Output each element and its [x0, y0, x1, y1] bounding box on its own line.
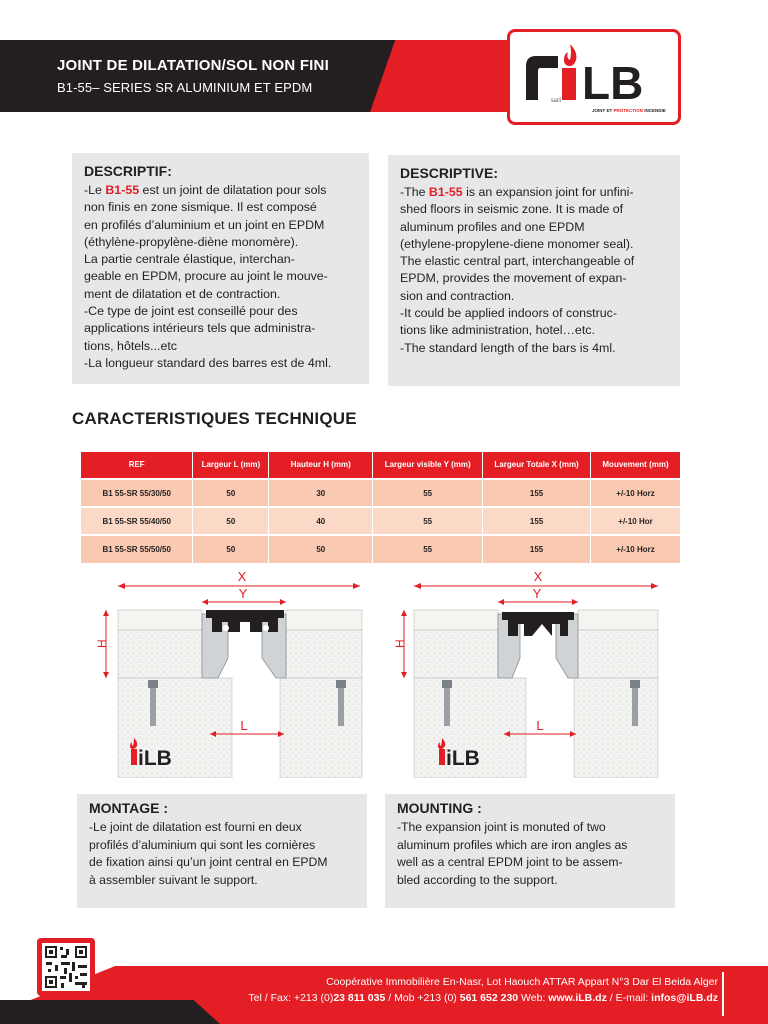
description-en	[388, 155, 680, 386]
description-en-heading: DESCRIPTIVE:	[400, 165, 499, 181]
dimension-x-label: X	[237, 569, 247, 584]
spec-table	[81, 452, 681, 563]
description-fr-line: geable en EPDM, procure au joint le mouve-	[84, 269, 328, 284]
montage-en	[385, 794, 675, 908]
montage-en-line: aluminum profiles which are iron angles as	[397, 837, 628, 852]
logo-text: LB	[582, 57, 644, 104]
description-fr-line: -La longueur standard des barres est de 4ml.	[84, 355, 332, 370]
table-cell: 155	[483, 507, 591, 535]
montage-fr	[77, 794, 367, 908]
dimension-h-label: H	[393, 639, 407, 648]
description-en-line: -The standard length of the bars is 4ml.	[400, 340, 616, 355]
section-title: CARACTERISTIQUES TECHNIQUE	[72, 409, 357, 428]
table-cell: 155	[483, 535, 591, 563]
description-en-line: aluminum profiles and one EPDM	[400, 219, 585, 234]
table-header: REF	[81, 452, 193, 479]
table-header: Largeur visible Y (mm)	[373, 452, 483, 479]
ilb-logo-mark	[520, 38, 672, 104]
dimension-h-label: H	[95, 639, 109, 648]
footer-web-link[interactable]: www.iLB.dz	[548, 992, 607, 1004]
description-en-line: EPDM, provides the movement of expan-	[400, 271, 627, 286]
logo-tagline: JOINT ET PROTECTION INCENDIE	[592, 108, 666, 113]
joint-diagram-right	[390, 568, 680, 778]
description-fr-line: applications intérieurs tels que administra-	[84, 321, 316, 336]
footer-tel: 23 811 035	[333, 992, 386, 1004]
montage-fr-line: profilés d’aluminium qui sont les cornières	[89, 837, 316, 852]
table-cell: +/-10 Horz	[591, 535, 681, 563]
table-header: Hauteur H (mm)	[269, 452, 373, 479]
footer-dark-accent	[0, 1000, 220, 1024]
table-header: Mouvement (mm)	[591, 452, 681, 479]
montage-fr-heading: MONTAGE :	[89, 800, 169, 816]
table-cell: 50	[193, 535, 269, 563]
description-fr-line: ment de dilatation et de contraction.	[84, 286, 281, 301]
table-cell: B1 55-SR 55/30/50	[81, 479, 193, 507]
description-fr-line: La partie centrale élastique, interchan-	[84, 252, 295, 267]
page-subtitle: B1-55– SERIES SR ALUMINIUM ET EPDM	[57, 80, 313, 95]
diagram-brand: iLB	[446, 747, 480, 770]
table-cell: 50	[269, 535, 373, 563]
description-fr-line: (éthylène-propylène-diène monomère).	[84, 234, 299, 249]
table-cell: 50	[193, 507, 269, 535]
logo-sarl: sarl	[551, 96, 562, 104]
footer-mob: 561 652 230	[459, 992, 519, 1004]
footer-divider	[722, 972, 724, 1016]
montage-en-line: bled according to the support.	[397, 872, 558, 887]
table-row	[81, 507, 681, 535]
montage-en-line: -The expansion joint is monuted of two	[397, 820, 606, 834]
table-cell: 30	[269, 479, 373, 507]
table-cell: 50	[193, 479, 269, 507]
dimension-x-label: X	[533, 569, 543, 584]
joint-diagram-left	[78, 568, 370, 778]
description-en-line: The elastic central part, interchangeable of	[400, 254, 635, 269]
table-cell: 40	[269, 507, 373, 535]
description-fr-line: -Ce type de joint est conseillé pour des	[84, 304, 298, 319]
table-cell: B1 55-SR 55/40/50	[81, 507, 193, 535]
description-fr	[72, 153, 369, 384]
montage-en-heading: MOUNTING :	[397, 800, 482, 816]
montage-en-line: well as a central EPDM joint to be assem-	[397, 855, 623, 869]
montage-fr-line: -Le joint de dilatation est fourni en deux	[89, 820, 302, 834]
table-header: Largeur L (mm)	[193, 452, 269, 479]
dimension-y-label: Y	[532, 586, 542, 601]
footer-contact: Tel / Fax: +213 (0)23 811 035 / Mob +213 (0) 561 652 230 Web: www.iLB.dz / E-mail: infos@iLB.dz	[248, 992, 718, 1004]
table-header-row	[81, 452, 681, 479]
description-en-line: -It could be applied indoors of construc-	[400, 306, 617, 321]
description-fr-line: en profilés d’aluminium et un joint en EPDM	[84, 217, 325, 232]
description-en-line: (ethylene-propylene-diene monomer seal).	[400, 236, 634, 251]
description-en-line: sion and contraction.	[400, 288, 515, 303]
table-header: Largeur Totale X (mm)	[483, 452, 591, 479]
qr-code-icon	[42, 943, 90, 991]
diagram-brand: iLB	[138, 747, 172, 770]
qr-code[interactable]	[37, 938, 95, 996]
montage-fr-line: à assembler suivant le support.	[89, 872, 258, 887]
montage-fr-line: de fixation ainsi qu’un joint central en EPDM	[89, 855, 328, 869]
table-cell: +/-10 Horz	[591, 479, 681, 507]
table-cell: B1 55-SR 55/50/50	[81, 535, 193, 563]
description-fr-heading: DESCRIPTIF:	[84, 163, 172, 179]
description-en-line: -The B1-55 is an expansion joint for unfini-	[400, 185, 634, 199]
footer-address: Coopérative Immobilière En-Nasr, Lot Haouch ATTAR Appart N°3 Dar El Beida Alger	[326, 976, 718, 988]
table-cell: +/-10 Hor	[591, 507, 681, 535]
table-row	[81, 535, 681, 563]
description-fr-line: -Le B1-55 est un joint de dilatation pour sols	[84, 183, 327, 197]
description-en-line: shed floors in seismic zone. It is made of	[400, 202, 624, 217]
dimension-y-label: Y	[238, 586, 248, 601]
table-cell: 155	[483, 479, 591, 507]
table-cell: 55	[373, 507, 483, 535]
footer-email-link[interactable]: infos@iLB.dz	[651, 992, 718, 1004]
company-logo	[507, 29, 681, 125]
description-en-line: tions like administration, hotel…etc.	[400, 323, 595, 338]
page-title: JOINT DE DILATATION/SOL NON FINI	[57, 57, 329, 74]
dimension-l-label: L	[536, 718, 544, 733]
table-row	[81, 479, 681, 507]
description-fr-line: tions, hôtels...etc	[84, 338, 177, 353]
dimension-l-label: L	[240, 718, 248, 733]
table-cell: 55	[373, 479, 483, 507]
description-fr-line: non finis en zone sismique. Il est composé	[84, 200, 317, 215]
table-cell: 55	[373, 535, 483, 563]
